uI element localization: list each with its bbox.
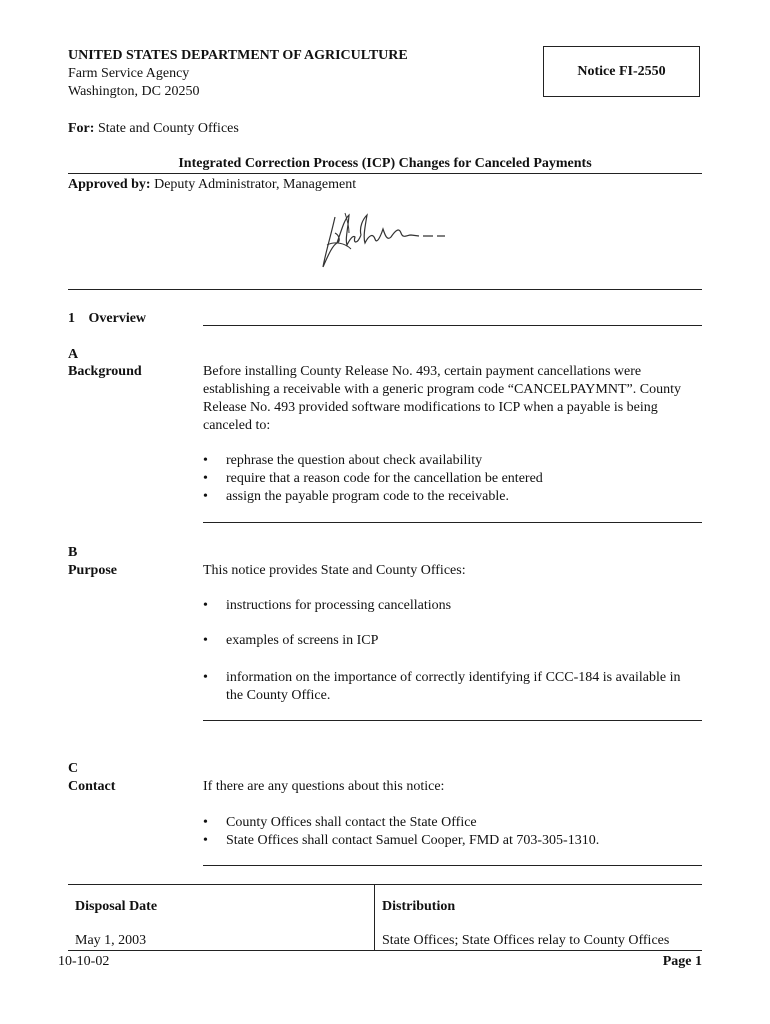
section-title: Overview: [88, 311, 147, 326]
section-number: 1: [68, 311, 75, 326]
purpose-bullet-2: [203, 632, 703, 650]
contact-paragraph: If there are any questions about this notice:: [203, 779, 445, 794]
section-heading: [68, 310, 146, 328]
contact-rule: [203, 865, 702, 866]
background-paragraph: Before installing County Release No. 493, certain payment cancellations were establishing a receivable with a generic program code “CANCELPAYMNT”. County Release No. 493 provided software modifications to ICP when a payable is being canceled to:: [203, 364, 681, 433]
background-bullets: [203, 452, 703, 506]
footer-divider: [374, 884, 375, 950]
bullet-icon: •: [203, 598, 208, 613]
purpose-paragraph: This notice provides State and County Offices:: [203, 563, 466, 578]
section-rule: [203, 325, 702, 326]
for-value: State and County Offices: [97, 121, 239, 136]
contact-title: Contact: [68, 779, 116, 794]
for-line: [68, 120, 239, 138]
signature-image: [315, 205, 455, 275]
purpose-letter: B: [68, 545, 78, 560]
disposal-date-value: May 1, 2003: [75, 933, 147, 948]
bullet-icon: •: [203, 633, 208, 648]
purpose-bullet-3: [203, 669, 693, 705]
issue-date: 10-10-02: [58, 954, 110, 969]
for-label: For:: [68, 121, 95, 136]
background-letter: A: [68, 347, 79, 362]
agency-location: Washington, DC 20250: [68, 84, 200, 99]
background-rule: [203, 522, 702, 523]
list-item: • instructions for processing cancellations: [203, 598, 452, 613]
bullet-icon: •: [203, 833, 208, 848]
list-item: • rephrase the question about check availability: [203, 453, 483, 468]
contact-letter: C: [68, 761, 79, 776]
list-item: • State Offices shall contact Samuel Cooper, FMD at 703-305-1310.: [203, 833, 600, 848]
page-number: Page 1: [662, 954, 702, 969]
org-name: UNITED STATES DEPARTMENT OF AGRICULTURE: [68, 48, 408, 63]
background-title: Background: [68, 364, 142, 379]
distribution-value: State Offices; State Offices relay to County Offices: [382, 933, 670, 948]
purpose-title: Purpose: [68, 563, 117, 578]
bullet-icon: •: [203, 815, 208, 830]
approved-label: Approved by:: [68, 177, 151, 192]
distribution-label: Distribution: [382, 899, 456, 914]
list-item: • information on the importance of correctly identifying if CCC-184 is available in the County Office.: [203, 670, 681, 703]
approved-line: [68, 176, 356, 194]
bullet-icon: •: [203, 489, 208, 504]
contact-bullets: [203, 814, 703, 850]
list-item: • assign the payable program code to the receivable.: [203, 489, 509, 504]
notice-id-box: [543, 46, 700, 97]
disposal-date-label: Disposal Date: [75, 899, 158, 914]
list-item: • County Offices shall contact the State Office: [203, 815, 477, 830]
title-rule: [68, 173, 702, 174]
header-rule: [68, 289, 702, 290]
purpose-rule: [203, 720, 702, 721]
bullet-icon: •: [203, 471, 208, 486]
bullet-icon: •: [203, 453, 208, 468]
bullet-icon: •: [203, 670, 208, 685]
notice-title: Integrated Correction Process (ICP) Changes for Canceled Payments: [178, 156, 592, 171]
purpose-bullet-1: [203, 597, 703, 615]
agency-name: Farm Service Agency: [68, 66, 190, 81]
list-item: • examples of screens in ICP: [203, 633, 379, 648]
approved-value: Deputy Administrator, Management: [154, 177, 357, 192]
list-item: • require that a reason code for the cancellation be entered: [203, 471, 543, 486]
notice-id: Notice FI-2550: [577, 63, 666, 79]
footer-rule: [68, 950, 702, 951]
